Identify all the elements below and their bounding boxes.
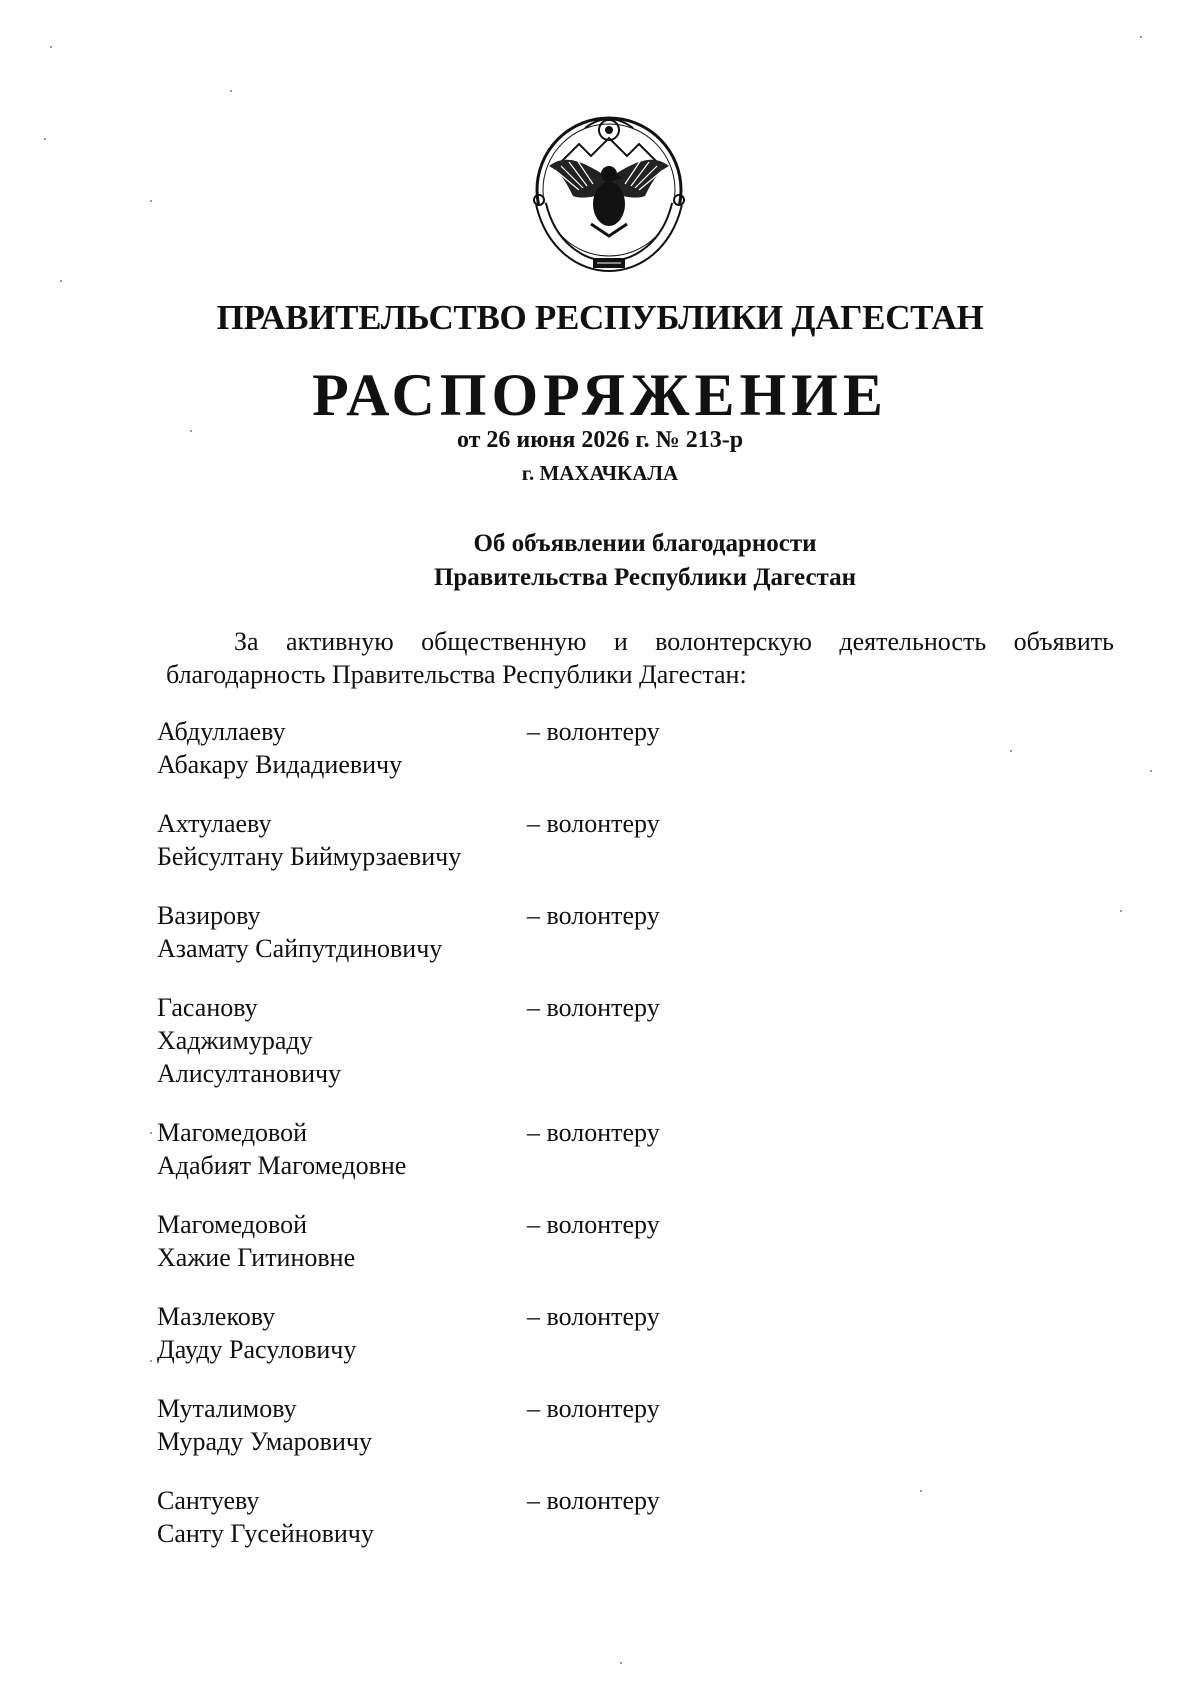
scan-speck [150, 1360, 152, 1362]
scan-speck [1120, 910, 1122, 912]
recipient-surname: Абдуллаеву [157, 717, 286, 746]
recipient-role: – волонтеру [527, 1302, 660, 1331]
recipient-role: – волонтеру [527, 809, 660, 838]
recipient-surname: Магомедовой [157, 1118, 308, 1147]
recipient-given-name: Санту Гусейновичу [157, 1519, 374, 1548]
recipient-entry [157, 1208, 857, 1274]
recipient-name [157, 899, 517, 965]
recipient-name [157, 1208, 517, 1274]
document-date-number: от 26 июня 2026 г. № 213-р [456, 427, 744, 453]
government-title: ПРАВИТЕЛЬСТВО РЕСПУБЛИКИ ДАГЕСТАН [216, 298, 984, 337]
recipient-surname: Гасанову [157, 993, 258, 1022]
recipient-list [157, 715, 857, 1576]
intro-line-2: благодарность Правительства Республики Дагестан: [166, 660, 747, 689]
recipient-patronymic: Алисултановичу [157, 1059, 342, 1088]
recipient-name [157, 715, 517, 781]
recipient-name [157, 1392, 517, 1458]
recipient-surname: Муталимову [157, 1394, 297, 1423]
recipient-entry [157, 1392, 857, 1458]
recipient-entry [157, 1484, 857, 1550]
recipient-role: – волонтеру [527, 993, 660, 1022]
recipient-role: – волонтеру [527, 1210, 660, 1239]
scan-speck [1010, 750, 1012, 752]
recipient-entry [157, 1300, 857, 1366]
recipient-name [157, 1484, 517, 1550]
recipient-role: – волонтеру [527, 717, 660, 746]
scan-speck [60, 280, 62, 282]
recipient-name [157, 1116, 517, 1182]
scan-speck [44, 138, 46, 140]
recipient-role: – волонтеру [527, 1486, 660, 1515]
recipient-given-name: Абакару Видадиевичу [157, 750, 403, 779]
recipient-given-name: Бейсултану Биймурзаевичу [157, 842, 462, 871]
recipient-surname: Мазлекову [157, 1302, 276, 1331]
recipient-surname: Магомедовой [157, 1210, 308, 1239]
recipient-entry [157, 715, 857, 781]
dagestan-coat-of-arms-icon [521, 100, 697, 276]
subject-line-2: Правительства Республики Дагестан [433, 564, 857, 591]
scan-speck [230, 90, 232, 92]
recipient-given-name: Дауду Расуловичу [157, 1335, 357, 1364]
recipient-name [157, 807, 517, 873]
intro-line-1: За активную общественную и волонтерскую деятельность объявить [234, 627, 1114, 656]
scan-speck [1140, 36, 1142, 38]
scan-speck [920, 1490, 922, 1492]
recipient-entry [157, 899, 857, 965]
document-subject [300, 527, 990, 595]
subject-line-1: Об объявлении благодарности [473, 530, 817, 557]
recipient-role: – волонтеру [527, 1118, 660, 1147]
recipient-role: – волонтеру [527, 1394, 660, 1423]
recipient-given-name: Хаджимураду [157, 1026, 313, 1055]
recipient-given-name: Хажие Гитиновне [157, 1243, 356, 1272]
recipient-given-name: Мураду Умаровичу [157, 1427, 372, 1456]
recipient-surname: Сантуеву [157, 1486, 260, 1515]
intro-paragraph [166, 625, 1114, 691]
recipient-given-name: Адабият Магомедовне [157, 1151, 407, 1180]
document-type-title: РАСПОРЯЖЕНИЕ [312, 362, 888, 428]
scan-speck [50, 46, 52, 48]
recipient-entry [157, 807, 857, 873]
recipient-surname: Вазирову [157, 901, 261, 930]
scan-speck [620, 1662, 622, 1664]
emblem-graphic [521, 100, 697, 276]
scan-speck [190, 430, 192, 432]
recipient-surname: Ахтулаеву [157, 809, 272, 838]
scan-speck [1150, 770, 1152, 772]
recipient-name [157, 1300, 517, 1366]
document-city: г. МАХАЧКАЛА [521, 461, 679, 485]
recipient-name [157, 991, 517, 1090]
recipient-given-name: Азамату Сайпутдиновичу [157, 934, 443, 963]
recipient-entry [157, 991, 857, 1090]
recipient-role: – волонтеру [527, 901, 660, 930]
recipient-entry [157, 1116, 857, 1182]
scan-speck [150, 200, 152, 202]
scan-speck [150, 1132, 152, 1134]
